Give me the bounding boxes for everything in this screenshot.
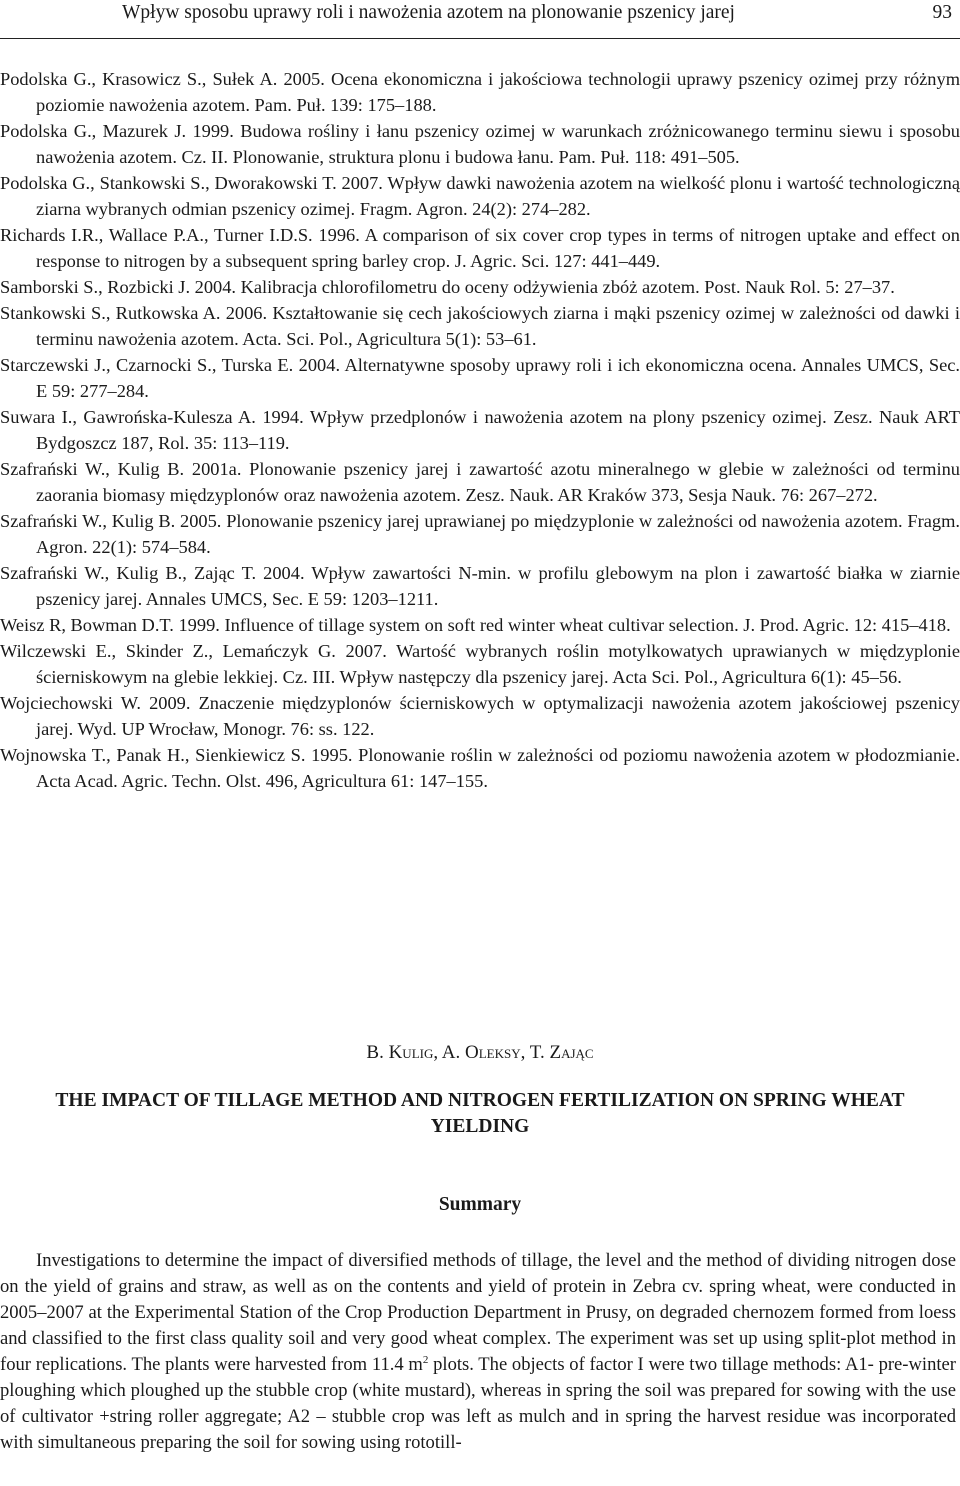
english-title: THE IMPACT OF TILLAGE METHOD AND NITROGEN FERTILIZATION ON SPRING WHEAT YIELDING [55,1090,905,1137]
reference-item: Szafrański W., Kulig B. 2005. Plonowanie pszenicy jarej uprawianej po międzyplonie w zależności od nawożenia azotem. Fragm. Agron. 22(1): 574–584. [0,511,960,557]
reference-item: Podolska G., Krasowicz S., Sułek A. 2005. Ocena ekonomiczna i jakościowa technologii uprawy pszenicy ozimej przy różnym poziomie nawożenia azotem. Pam. Puł. 139: 175–188. [0,69,960,115]
summary-part-1: Investigations to determine the impact of diversified methods of tillage, the level and the method of dividing nitrogen dose on the yield of grains and straw, as well as on the contents and yield of protein in Zebra cv. spring wheat, were conducted in 2005–2007 at the Experimental Station of the Crop Production Department in Prusy, on degraded chernozem formed from loess and classified to the first class quality soil and very good wheat complex. The experiment was set up using split-plot method in four replications. The plants were harvested from 11.4 m [0,1250,956,1375]
english-authors: B. Kulig, A. Oleksy, T. Zając [366,1042,594,1063]
running-title: Wpływ sposobu uprawy roli i nawożenia azotem na plonowanie pszenicy jarej [122,2,735,23]
summary-part-2: plots. The objects of factor I were two tillage methods: A1- pre-winter ploughing which ploughed up the stubble crop (white mustard), whereas in spring the soil was prepared for sowing with the use of cultivator +string roller aggregate; A2 – stubble crop was left as mulch and in spring the harvest residue was incorporated with simultaneous preparing the soil for sowing using rototill- [0,1354,957,1453]
reference-item: Starczewski J., Czarnocki S., Turska E. 2004. Alternatywne sposoby uprawy roli i ich ekonomiczna ocena. Annales UMCS, Sec. E 59: 277–284. [0,355,960,401]
reference-item: Szafrański W., Kulig B. 2001a. Plonowanie pszenicy jarej i zawartość azotu mineralnego w glebie w zależności od terminu zaorania biomasy międzyplonów oraz nawożenia azotem. Zesz. Nauk. AR Kraków 373, Sesja Nauk. 76: 267–272. [0,459,960,505]
reference-item: Wojciechowski W. 2009. Znaczenie międzyplonów ścierniskowych w optymalizacji nawożenia azotem jakościowej pszenicy jarej. Wyd. UP Wrocław, Monogr. 76: ss. 122. [0,693,960,739]
reference-item: Szafrański W., Kulig B., Zając T. 2004. Wpływ zawartości N-min. w profilu glebowym na plon i zawartość białka w ziarnie pszenicy jarej. Annales UMCS, Sec. E 59: 1203–1211. [0,563,960,609]
superscript-exponent: 2 [422,1353,429,1366]
reference-item: Richards I.R., Wallace P.A., Turner I.D.S. 1996. A comparison of six cover crop types in terms of nitrogen uptake and effect on response to nitrogen by a subsequent spring barley crop. J. Agric. Sci. 127: 441–449. [0,225,960,271]
summary-heading: Summary [438,1194,522,1215]
reference-item: Wilczewski E., Skinder Z., Lemańczyk G. 2007. Wartość wybranych roślin motylkowatych uprawianych w międzyplonie ścierniskowym na glebie lekkiej. Cz. III. Wpływ następczy dla pszenicy jarej. Acta Sci. Pol., Agricultura 6(1): 45–56. [0,641,960,687]
reference-item: Stankowski S., Rutkowska A. 2006. Kształtowanie się cech jakościowych ziarna i mąki pszenicy ozimej w zależności od dawki i terminu nawożenia azotem. Acta. Sci. Pol., Agricultura 5(1): 53–61. [0,303,960,349]
running-header [0,0,960,39]
reference-list [0,66,960,794]
reference-item: Podolska G., Mazurek J. 1999. Budowa rośliny i łanu pszenicy ozimej w warunkach zróżnicowanego terminu siewu i sposobu nawożenia azotem. Cz. II. Plonowanie, struktura plonu i budowa łanu. Pam. Puł. 118: 491–505. [0,121,960,167]
summary-text [0,1248,956,1456]
reference-item: Wojnowska T., Panak H., Sienkiewicz S. 1995. Plonowanie roślin w zależności od poziomu nawożenia azotem w płodozmianie. Acta Acad. Agric. Techn. Olst. 496, Agricultura 61: 147–155. [0,745,960,791]
reference-item: Weisz R, Bowman D.T. 1999. Influence of tillage system on soft red winter wheat cultivar selection. J. Prod. Agric. 12: 415–418. [0,615,951,635]
reference-item: Samborski S., Rozbicki J. 2004. Kalibracja chlorofilometru do oceny odżywienia zbóż azotem. Post. Nauk Rol. 5: 27–37. [0,277,895,297]
reference-item: Suwara I., Gawrońska-Kulesza A. 1994. Wpływ przedplonów i nawożenia azotem na plony pszenicy ozimej. Zesz. Nauk ART Bydgoszcz 187, Rol. 35: 113–119. [0,407,960,453]
page-number: 93 [932,2,952,23]
reference-item: Podolska G., Stankowski S., Dworakowski T. 2007. Wpływ dawki nawożenia azotem na wielkość plonu i wartość technologiczną ziarna wybranych odmian pszenicy ozimej. Fragm. Agron. 24(2): 274–282. [0,173,960,219]
